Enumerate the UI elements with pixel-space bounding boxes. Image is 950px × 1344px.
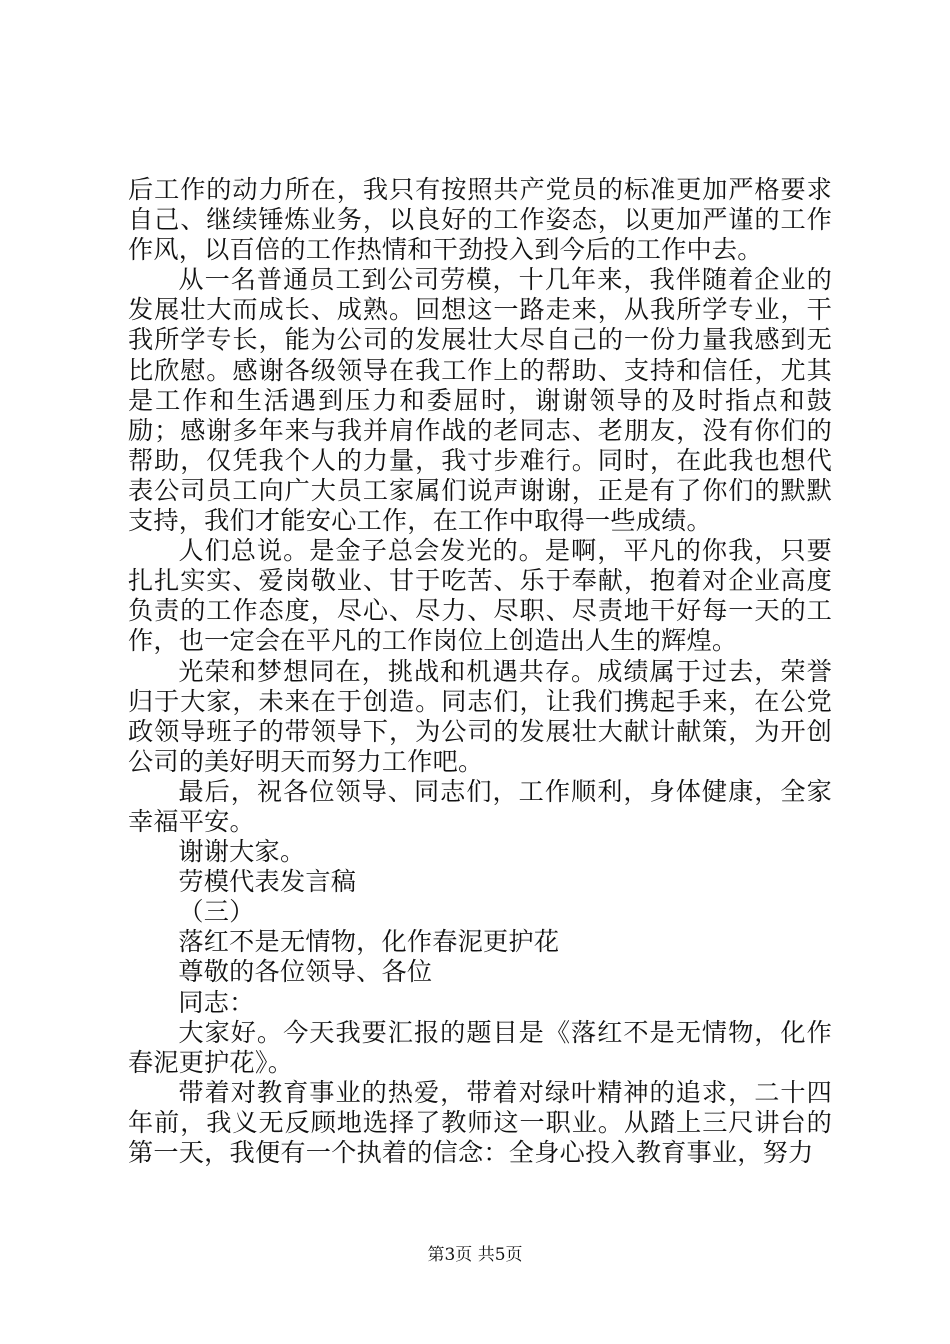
paragraph-teaching-career: 带着对教育事业的热爱，带着对绿叶精神的追求，二十四年前，我义无反顾地选择了教师这一职业。从踏上三尺讲台的第一天，我便有一个执着的信念：全身心投入教育事业，努力 — [128, 1077, 832, 1167]
section-number: （三） — [178, 897, 255, 927]
speech-title: 落红不是无情物，化作春泥更护花 — [178, 927, 560, 957]
salutation-line-1: 尊敬的各位领导、各位 — [178, 957, 433, 987]
salutation-line-2: 同志： — [178, 987, 255, 1017]
paragraph-greeting: 大家好。今天我要汇报的题目是《落红不是无情物，化作春泥更护花》。 — [128, 1017, 832, 1077]
paragraph-gold-shines: 人们总说。是金子总会发光的。是啊，平凡的你我，只要扎扎实实、爱岗敬业、甘于吃苦、乐于奉献，抱着对企业高度负责的工作态度，尽心、尽力、尽职、尽责地干好每一天的工作，也一定会在平凡的工作岗位上创造出人生的辉煌。 — [128, 536, 832, 656]
section-title: 劳模代表发言稿 — [178, 867, 357, 897]
document-body — [128, 175, 832, 1168]
paragraph-glory-dream: 光荣和梦想同在，挑战和机遇共存。成绩属于过去，荣誉归于大家，未来在于创造。同志们，让我们携起手来，在公党政领导班子的带领导下，为公司的发展壮大献计献策，为开创公司的美好明天而努力工作吧。 — [128, 656, 832, 776]
paragraph-thanks-all: 谢谢大家。 — [178, 837, 306, 867]
page-number-footer: 第3页 共5页 — [427, 1245, 523, 1265]
paragraph-continued: 后工作的动力所在，我只有按照共产党员的标准更加严格要求自己、继续锤炼业务，以良好的工作姿态，以更加严谨的工作作风，以百倍的工作热情和干劲投入到今后的工作中去。 — [128, 175, 832, 265]
paragraph-career-thanks: 从一名普通员工到公司劳模，十几年来，我伴随着企业的发展壮大而成长、成熟。回想这一路走来，从我所学专业，干我所学专长，能为公司的发展壮大尽自己的一份力量我感到无比欣慰。感谢各级领导在我工作上的帮助、支持和信任，尤其是工作和生活遇到压力和委屈时，谢谢领导的及时指点和鼓励；感谢多年来与我并肩作战的老同志、老朋友，没有你们的帮助，仅凭我个人的力量，我寸步难行。同时，在此我也想代表公司员工向广大员工家属们说声谢谢，正是有了你们的默默支持，我们才能安心工作，在工作中取得一些成绩。 — [128, 265, 832, 536]
paragraph-closing-wishes: 最后，祝各位领导、同志们，工作顺利，身体健康，全家幸福平安。 — [128, 776, 832, 836]
